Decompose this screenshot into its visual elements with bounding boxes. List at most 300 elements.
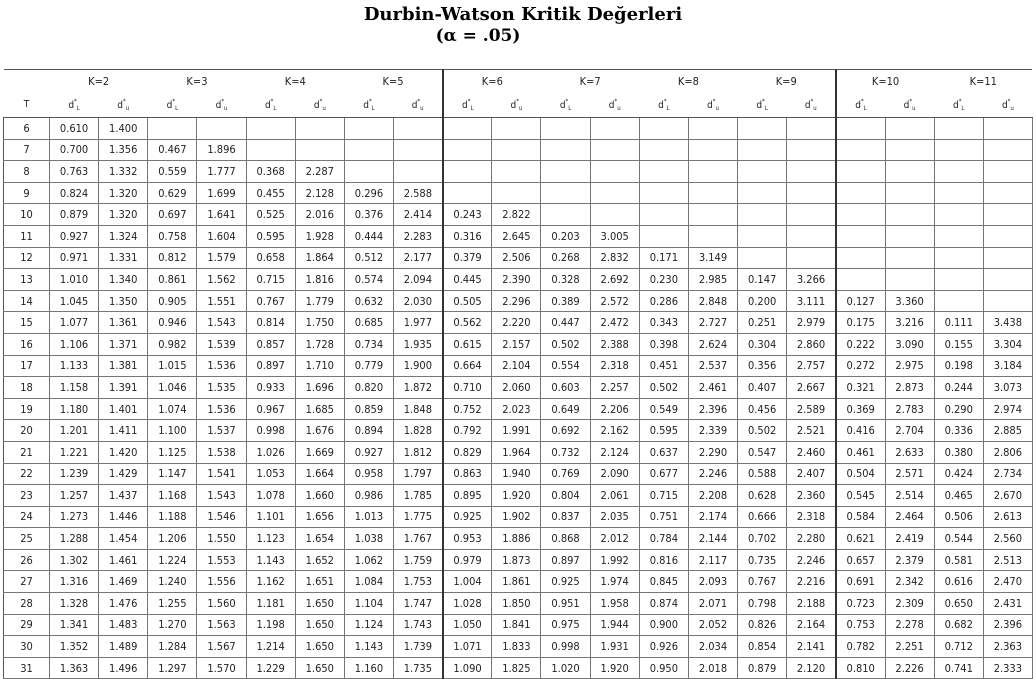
dl-value-cell: 0.424: [934, 463, 983, 485]
du-value-cell: 1.816: [295, 269, 344, 291]
du-value-cell: 1.320: [99, 204, 148, 226]
du-value-cell: 3.184: [983, 355, 1032, 377]
dl-value-cell: [443, 118, 492, 140]
table-row: [4, 441, 1033, 463]
table-row: [4, 506, 1033, 528]
dl-value-cell: 0.826: [738, 614, 787, 636]
du-value-cell: 2.470: [983, 571, 1032, 593]
du-value-cell: 1.848: [394, 398, 443, 420]
du-value-cell: 1.551: [197, 290, 246, 312]
dl-value-cell: 1.240: [148, 571, 197, 593]
dl-value-cell: 1.341: [50, 614, 99, 636]
page-title: Durbin-Watson Kritik Değerleri: [363, 4, 683, 25]
dl-value-cell: 0.603: [541, 377, 590, 399]
dl-value-cell: 0.691: [836, 571, 885, 593]
du-value-cell: 1.567: [197, 636, 246, 658]
du-value-cell: 3.149: [688, 247, 737, 269]
du-value-cell: 2.379: [885, 549, 934, 571]
dl-value-cell: [934, 118, 983, 140]
dl-value-cell: [738, 161, 787, 183]
t-header-spacer: [4, 70, 50, 93]
dl-value-cell: 0.328: [541, 269, 590, 291]
du-value-cell: 1.699: [197, 182, 246, 204]
dl-value-cell: 0.356: [738, 355, 787, 377]
du-value-cell: 1.797: [394, 463, 443, 485]
du-value-cell: 1.604: [197, 225, 246, 247]
du-value-cell: 1.685: [295, 398, 344, 420]
du-value-cell: 2.162: [590, 420, 639, 442]
dl-value-cell: 0.376: [344, 204, 393, 226]
du-value-cell: 2.757: [787, 355, 836, 377]
dl-value-cell: 1.160: [344, 657, 393, 679]
du-value-cell: 1.550: [197, 528, 246, 550]
k-group-header: K=7: [541, 70, 639, 93]
k-group-header: K=3: [148, 70, 246, 93]
t-value-cell: 6: [4, 118, 50, 140]
du-value-cell: [590, 139, 639, 161]
du-value-cell: 1.356: [99, 139, 148, 161]
du-value-cell: 2.860: [787, 333, 836, 355]
dl-value-cell: 1.302: [50, 549, 99, 571]
dl-value-cell: 0.155: [934, 333, 983, 355]
du-value-cell: 1.710: [295, 355, 344, 377]
dl-value-cell: 0.845: [639, 571, 688, 593]
t-value-cell: 14: [4, 290, 50, 312]
dl-value-cell: 0.812: [148, 247, 197, 269]
dl-value-cell: 0.874: [639, 593, 688, 615]
du-value-cell: 2.806: [983, 441, 1032, 463]
du-value-cell: 1.812: [394, 441, 443, 463]
du-column-header: $d^*_u$: [590, 92, 639, 118]
dl-value-cell: 0.175: [836, 312, 885, 334]
du-value-cell: 1.902: [492, 506, 541, 528]
dl-value-cell: 0.967: [246, 398, 295, 420]
du-value-cell: [590, 161, 639, 183]
dl-value-cell: 0.369: [836, 398, 885, 420]
dl-value-cell: 0.734: [344, 333, 393, 355]
du-value-cell: 2.414: [394, 204, 443, 226]
dl-value-cell: 0.767: [738, 571, 787, 593]
du-value-cell: 1.469: [99, 571, 148, 593]
dl-value-cell: 1.284: [148, 636, 197, 658]
du-value-cell: 2.670: [983, 485, 1032, 507]
du-value-cell: 1.920: [590, 657, 639, 679]
dl-value-cell: 0.927: [344, 441, 393, 463]
du-value-cell: 2.060: [492, 377, 541, 399]
dl-value-cell: 0.982: [148, 333, 197, 355]
du-value-cell: [983, 204, 1032, 226]
dl-value-cell: [836, 182, 885, 204]
dl-value-cell: [639, 204, 688, 226]
dl-value-cell: 0.868: [541, 528, 590, 550]
t-value-cell: 7: [4, 139, 50, 161]
table-row: [4, 290, 1033, 312]
dl-value-cell: [541, 182, 590, 204]
dl-value-cell: [836, 161, 885, 183]
dl-value-cell: [443, 161, 492, 183]
du-value-cell: 1.461: [99, 549, 148, 571]
du-column-header: $d^*_u$: [492, 92, 541, 118]
dl-value-cell: 1.013: [344, 506, 393, 528]
dl-value-cell: 0.200: [738, 290, 787, 312]
dl-value-cell: 1.062: [344, 549, 393, 571]
dl-value-cell: 0.998: [246, 420, 295, 442]
du-value-cell: 2.226: [885, 657, 934, 679]
du-value-cell: 1.664: [295, 463, 344, 485]
dl-value-cell: 1.221: [50, 441, 99, 463]
du-value-cell: 2.727: [688, 312, 737, 334]
dl-value-cell: 0.595: [246, 225, 295, 247]
du-value-cell: 1.579: [197, 247, 246, 269]
dl-value-cell: [639, 118, 688, 140]
du-value-cell: 2.246: [688, 463, 737, 485]
du-value-cell: 2.283: [394, 225, 443, 247]
du-value-cell: [787, 161, 836, 183]
dl-value-cell: 0.900: [639, 614, 688, 636]
du-value-cell: 2.061: [590, 485, 639, 507]
table-row: [4, 549, 1033, 571]
dl-value-cell: 0.751: [639, 506, 688, 528]
dl-value-cell: 0.975: [541, 614, 590, 636]
dl-value-cell: 0.658: [246, 247, 295, 269]
du-value-cell: 2.513: [983, 549, 1032, 571]
du-value-cell: 2.560: [983, 528, 1032, 550]
du-value-cell: 2.985: [688, 269, 737, 291]
du-value-cell: 2.318: [590, 355, 639, 377]
dl-value-cell: 0.810: [836, 657, 885, 679]
du-value-cell: 2.645: [492, 225, 541, 247]
du-value-cell: 2.278: [885, 614, 934, 636]
dl-value-cell: 0.879: [50, 204, 99, 226]
dl-value-cell: 1.297: [148, 657, 197, 679]
dl-value-cell: 0.286: [639, 290, 688, 312]
du-value-cell: 2.783: [885, 398, 934, 420]
du-value-cell: 1.739: [394, 636, 443, 658]
du-value-cell: 1.735: [394, 657, 443, 679]
du-value-cell: 2.734: [983, 463, 1032, 485]
du-column-header: $d^*_u$: [99, 92, 148, 118]
du-value-cell: 2.296: [492, 290, 541, 312]
dl-value-cell: 0.925: [443, 506, 492, 528]
dl-value-cell: 0.946: [148, 312, 197, 334]
dl-value-cell: 0.368: [246, 161, 295, 183]
dl-value-cell: 0.222: [836, 333, 885, 355]
du-value-cell: 3.304: [983, 333, 1032, 355]
dl-value-cell: 0.379: [443, 247, 492, 269]
dl-value-cell: [836, 225, 885, 247]
dl-value-cell: [738, 225, 787, 247]
t-value-cell: 11: [4, 225, 50, 247]
du-value-cell: 1.553: [197, 549, 246, 571]
dl-value-cell: 0.389: [541, 290, 590, 312]
dl-value-cell: 0.525: [246, 204, 295, 226]
table-row: [4, 355, 1033, 377]
du-value-cell: 2.832: [590, 247, 639, 269]
dl-value-cell: [738, 118, 787, 140]
dl-value-cell: 0.767: [246, 290, 295, 312]
du-value-cell: 1.759: [394, 549, 443, 571]
dl-value-cell: 0.732: [541, 441, 590, 463]
dl-value-cell: 1.090: [443, 657, 492, 679]
dl-value-cell: 1.104: [344, 593, 393, 615]
table-row: [4, 225, 1033, 247]
dl-value-cell: 0.467: [148, 139, 197, 161]
du-value-cell: 2.094: [394, 269, 443, 291]
du-value-cell: [197, 118, 246, 140]
dl-value-cell: 0.779: [344, 355, 393, 377]
du-value-cell: 2.220: [492, 312, 541, 334]
du-value-cell: 1.539: [197, 333, 246, 355]
dl-value-cell: 0.685: [344, 312, 393, 334]
du-value-cell: 1.660: [295, 485, 344, 507]
du-value-cell: 1.654: [295, 528, 344, 550]
du-value-cell: 1.958: [590, 593, 639, 615]
du-value-cell: 1.928: [295, 225, 344, 247]
dl-value-cell: 0.147: [738, 269, 787, 291]
du-value-cell: 2.514: [885, 485, 934, 507]
du-value-cell: 1.992: [590, 549, 639, 571]
dl-value-cell: 0.506: [934, 506, 983, 528]
dl-value-cell: [541, 161, 590, 183]
du-value-cell: [885, 204, 934, 226]
dl-value-cell: 1.162: [246, 571, 295, 593]
dl-value-cell: 1.168: [148, 485, 197, 507]
dl-value-cell: 0.296: [344, 182, 393, 204]
dl-value-cell: 1.026: [246, 441, 295, 463]
dl-value-cell: 0.712: [934, 636, 983, 658]
dl-value-cell: 1.214: [246, 636, 295, 658]
dl-value-cell: 0.445: [443, 269, 492, 291]
dl-value-cell: 0.632: [344, 290, 393, 312]
dl-value-cell: 0.321: [836, 377, 885, 399]
du-value-cell: 1.767: [394, 528, 443, 550]
du-value-cell: [885, 247, 934, 269]
du-value-cell: 2.208: [688, 485, 737, 507]
dl-value-cell: 1.363: [50, 657, 99, 679]
du-value-cell: 2.589: [787, 398, 836, 420]
table-row: [4, 420, 1033, 442]
dl-value-cell: [934, 139, 983, 161]
du-value-cell: 2.975: [885, 355, 934, 377]
du-value-cell: [688, 161, 737, 183]
dl-value-cell: [738, 204, 787, 226]
dl-value-cell: 0.554: [541, 355, 590, 377]
du-value-cell: [787, 182, 836, 204]
k-group-header: K=11: [934, 70, 1032, 93]
dl-value-cell: 1.181: [246, 593, 295, 615]
k-group-header: K=6: [443, 70, 541, 93]
dl-value-cell: 0.230: [639, 269, 688, 291]
table-header: [4, 70, 1033, 118]
dl-value-cell: 0.804: [541, 485, 590, 507]
dl-value-cell: 0.549: [639, 398, 688, 420]
dl-value-cell: 0.650: [934, 593, 983, 615]
du-value-cell: 2.144: [688, 528, 737, 550]
du-value-cell: 1.562: [197, 269, 246, 291]
du-value-cell: 2.290: [688, 441, 737, 463]
dl-value-cell: 0.649: [541, 398, 590, 420]
du-value-cell: 2.018: [688, 657, 737, 679]
dl-value-cell: 0.859: [344, 398, 393, 420]
du-value-cell: 1.828: [394, 420, 443, 442]
dl-value-cell: [836, 139, 885, 161]
dl-value-cell: 0.304: [738, 333, 787, 355]
dl-value-cell: [344, 139, 393, 161]
du-value-cell: 2.128: [295, 182, 344, 204]
du-value-cell: 1.340: [99, 269, 148, 291]
dl-value-cell: 0.504: [836, 463, 885, 485]
dl-column-header: $d^*_L$: [541, 92, 590, 118]
dl-column-header: $d^*_L$: [934, 92, 983, 118]
dl-value-cell: 1.273: [50, 506, 99, 528]
du-value-cell: [983, 290, 1032, 312]
dl-value-cell: 0.784: [639, 528, 688, 550]
dl-value-cell: 1.143: [344, 636, 393, 658]
dl-value-cell: 0.544: [934, 528, 983, 550]
du-value-cell: 1.546: [197, 506, 246, 528]
k-group-header: K=4: [246, 70, 344, 93]
dl-value-cell: 1.084: [344, 571, 393, 593]
t-value-cell: 13: [4, 269, 50, 291]
dl-value-cell: 0.798: [738, 593, 787, 615]
du-value-cell: [885, 161, 934, 183]
t-value-cell: 29: [4, 614, 50, 636]
du-value-cell: 1.650: [295, 614, 344, 636]
du-column-header: $d^*_u$: [197, 92, 246, 118]
du-value-cell: 2.472: [590, 312, 639, 334]
dl-value-cell: 0.863: [443, 463, 492, 485]
dl-value-cell: 0.243: [443, 204, 492, 226]
dl-value-cell: 1.328: [50, 593, 99, 615]
du-value-cell: 2.461: [688, 377, 737, 399]
du-value-cell: 1.543: [197, 312, 246, 334]
dl-value-cell: 0.502: [738, 420, 787, 442]
du-value-cell: 1.454: [99, 528, 148, 550]
du-value-cell: [492, 139, 541, 161]
dl-value-cell: 0.444: [344, 225, 393, 247]
k-group-header: K=10: [836, 70, 934, 93]
du-value-cell: 3.438: [983, 312, 1032, 334]
du-value-cell: 1.944: [590, 614, 639, 636]
dl-value-cell: 1.100: [148, 420, 197, 442]
du-value-cell: 1.536: [197, 355, 246, 377]
k-group-header-row: [4, 70, 1033, 93]
du-value-cell: 2.885: [983, 420, 1032, 442]
du-value-cell: 2.588: [394, 182, 443, 204]
dl-value-cell: 0.950: [639, 657, 688, 679]
du-value-cell: 1.750: [295, 312, 344, 334]
dl-value-cell: 0.268: [541, 247, 590, 269]
dl-value-cell: [836, 247, 885, 269]
du-value-cell: [885, 182, 934, 204]
dl-value-cell: 1.020: [541, 657, 590, 679]
dl-value-cell: 1.143: [246, 549, 295, 571]
dl-value-cell: [934, 247, 983, 269]
dl-value-cell: 0.897: [246, 355, 295, 377]
du-value-cell: 3.005: [590, 225, 639, 247]
t-value-cell: 30: [4, 636, 50, 658]
table-row: [4, 636, 1033, 658]
du-column-header: $d^*_u$: [885, 92, 934, 118]
dl-value-cell: 0.715: [639, 485, 688, 507]
du-value-cell: 2.257: [590, 377, 639, 399]
table-row: [4, 204, 1033, 226]
du-value-cell: 1.964: [492, 441, 541, 463]
dl-value-cell: 0.926: [639, 636, 688, 658]
dl-value-cell: [738, 182, 787, 204]
dl-value-cell: [541, 118, 590, 140]
dl-value-cell: 1.257: [50, 485, 99, 507]
k-group-header: K=8: [639, 70, 737, 93]
du-value-cell: 2.572: [590, 290, 639, 312]
du-value-cell: [983, 225, 1032, 247]
t-value-cell: 19: [4, 398, 50, 420]
dl-value-cell: 0.595: [639, 420, 688, 442]
du-value-cell: [394, 139, 443, 161]
dl-column-header: $d^*_L$: [344, 92, 393, 118]
k-group-header: K=9: [738, 70, 836, 93]
du-value-cell: 1.785: [394, 485, 443, 507]
dl-value-cell: 0.451: [639, 355, 688, 377]
dl-value-cell: [443, 139, 492, 161]
dl-value-cell: 0.741: [934, 657, 983, 679]
du-value-cell: [688, 225, 737, 247]
dl-value-cell: 1.015: [148, 355, 197, 377]
dl-value-cell: [639, 182, 688, 204]
table-row: [4, 614, 1033, 636]
table-row: [4, 593, 1033, 615]
du-value-cell: 1.656: [295, 506, 344, 528]
table-row: [4, 118, 1033, 140]
du-value-cell: 1.833: [492, 636, 541, 658]
t-column-header: T: [4, 92, 50, 118]
dl-value-cell: 1.077: [50, 312, 99, 334]
du-value-cell: 2.141: [787, 636, 836, 658]
t-value-cell: 12: [4, 247, 50, 269]
du-value-cell: 2.034: [688, 636, 737, 658]
du-value-cell: 1.920: [492, 485, 541, 507]
du-column-header: $d^*_u$: [787, 92, 836, 118]
du-value-cell: 2.342: [885, 571, 934, 593]
du-value-cell: [983, 269, 1032, 291]
t-value-cell: 24: [4, 506, 50, 528]
du-column-header: $d^*_u$: [983, 92, 1032, 118]
du-value-cell: 1.543: [197, 485, 246, 507]
dl-value-cell: [934, 269, 983, 291]
du-value-cell: 1.935: [394, 333, 443, 355]
dl-value-cell: 0.824: [50, 182, 99, 204]
du-value-cell: 2.848: [688, 290, 737, 312]
dl-value-cell: 0.792: [443, 420, 492, 442]
du-value-cell: 2.124: [590, 441, 639, 463]
dl-value-cell: 0.290: [934, 398, 983, 420]
du-value-cell: [787, 247, 836, 269]
du-value-cell: [590, 118, 639, 140]
du-value-cell: 1.350: [99, 290, 148, 312]
dl-value-cell: 0.610: [50, 118, 99, 140]
dl-value-cell: 0.820: [344, 377, 393, 399]
du-value-cell: 2.030: [394, 290, 443, 312]
dl-value-cell: 1.288: [50, 528, 99, 550]
du-value-cell: 2.633: [885, 441, 934, 463]
dl-value-cell: [344, 118, 393, 140]
du-value-cell: 1.420: [99, 441, 148, 463]
du-value-cell: 1.861: [492, 571, 541, 593]
du-value-cell: 2.339: [688, 420, 737, 442]
du-value-cell: 2.287: [295, 161, 344, 183]
du-value-cell: 2.035: [590, 506, 639, 528]
dl-value-cell: 0.857: [246, 333, 295, 355]
